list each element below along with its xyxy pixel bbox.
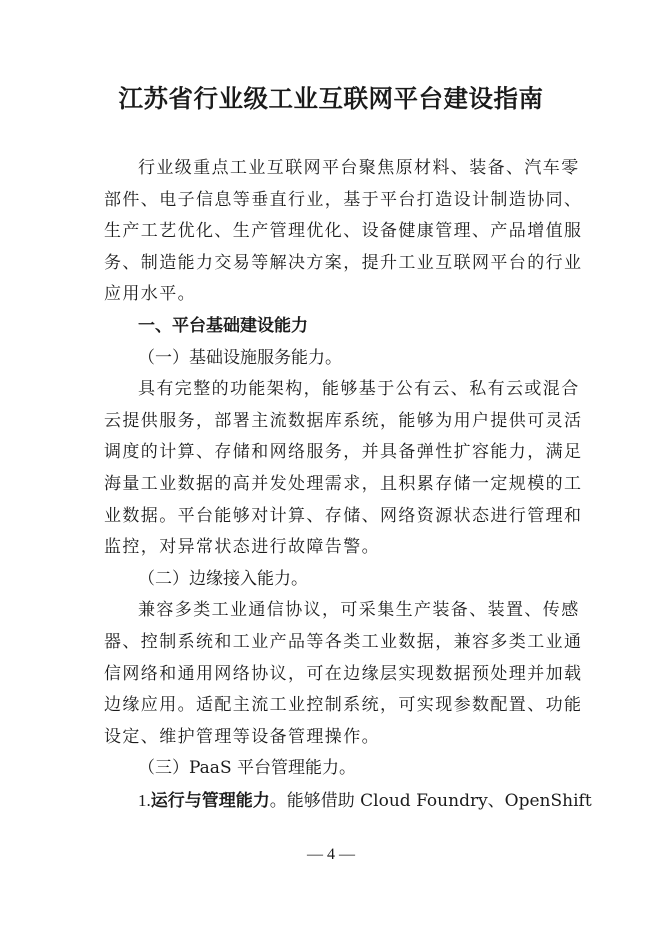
sub2-line-5: 设定、维护管理等设备管理操作。 <box>104 726 380 747</box>
subsection-heading-3: （三）PaaS 平台管理能力。 <box>138 758 356 779</box>
sub1-line-1: 具有完整的功能架构，能够基于公有云、私有云或混合 <box>138 379 580 400</box>
subsection-heading-1: （一）基础设施服务能力。 <box>138 347 342 368</box>
intro-line-5: 应用水平。 <box>104 284 196 305</box>
item-1-label: 运行与管理能力 <box>150 790 270 811</box>
subsection-heading-2: （二）边缘接入能力。 <box>138 568 308 589</box>
document-title: 江苏省行业级工业互联网平台建设指南 <box>118 84 544 113</box>
intro-line-1: 行业级重点工业互联网平台聚焦原材料、装备、汽车零 <box>138 158 580 178</box>
sub1-line-4: 海量工业数据的高并发处理需求，且积累存储一定规模的工 <box>104 473 583 494</box>
item-1-line <box>104 785 592 817</box>
sub2-line-2: 器、控制系统和工业产品等各类工业数据，兼容多类工业通 <box>104 631 583 652</box>
page-number: — 4 — <box>307 846 355 863</box>
sub2-line-1: 兼容多类工业通信协议，可采集生产装备、装置、传感 <box>138 600 580 621</box>
sub1-line-5: 业数据。平台能够对计算、存储、网络资源状态进行管理和 <box>104 505 583 526</box>
sub1-line-6: 监控，对异常状态进行故障告警。 <box>104 537 380 558</box>
section-heading-1: 一、平台基础建设能力 <box>138 315 308 336</box>
sub2-line-3: 信网络和通用网络协议，可在边缘层实现数据预处理并加载 <box>104 663 583 684</box>
intro-line-3: 生产工艺优化、生产管理优化、设备健康管理、产品增值服 <box>104 221 583 242</box>
intro-line-4: 务、制造能力交易等解决方案，提升工业互联网平台的行业 <box>104 252 583 273</box>
sub1-line-3: 调度的计算、存储和网络服务，并具备弹性扩容能力，满足 <box>104 442 583 463</box>
sub1-line-2: 云提供服务，部署主流数据库系统，能够为用户提供可灵活 <box>104 410 583 431</box>
item-1-number: 1. <box>138 790 151 810</box>
document-body <box>104 153 592 816</box>
item-1-text: 。能够借助 Cloud Foundry、OpenShift <box>269 790 592 811</box>
intro-line-2: 部件、电子信息等垂直行业，基于平台打造设计制造协同、 <box>104 189 583 210</box>
sub2-line-4: 边缘应用。适配主流工业控制系统，可实现参数配置、功能 <box>104 695 583 716</box>
